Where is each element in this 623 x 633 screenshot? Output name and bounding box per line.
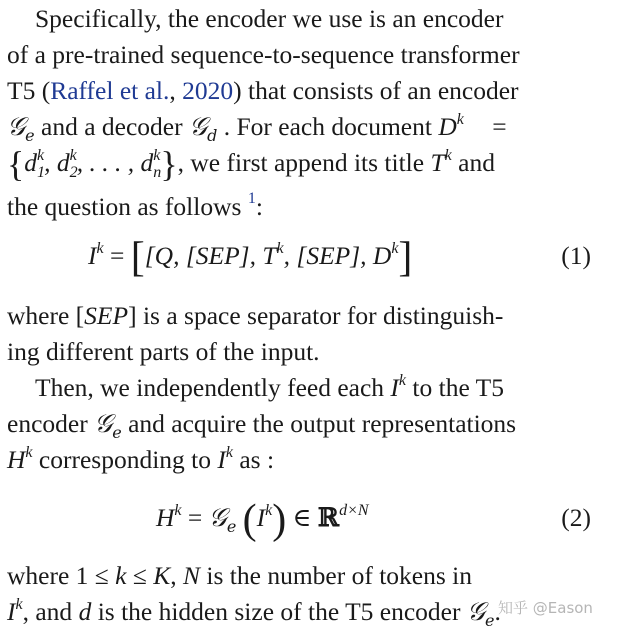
math-Ik: $I^k$ [390,372,407,402]
para1-line6 [7,184,263,222]
para1-line3 [7,76,519,106]
citation-link-year[interactable]: 2020 [182,76,234,105]
math-k-range: 1 ≤ k ≤ K, N [75,561,201,590]
equation-1-body: $I^k = [[Q$, [SEP], $T^k$, [SEP], $D^k$] [88,235,413,281]
footnote-link[interactable]: 1 [247,190,256,207]
text: is the number of tokens in [206,561,472,590]
text: of a pre-trained sequence-to-sequence transformer [7,40,520,69]
text: to the T5 [412,373,505,402]
para2-line1 [7,301,503,331]
para2-line2 [7,337,320,367]
text: as : [239,445,275,474]
text: corresponding to [38,445,211,474]
math-SEP: [SEP] [75,301,137,330]
equation-1-number: (1) [561,241,591,270]
para1-line2 [7,40,520,70]
para4-line1 [7,561,472,591]
math-Ge: 𝒢$_e$ [7,112,35,145]
equation-1 [88,235,413,281]
math-Ik: $I^k$ [7,596,23,626]
text: where [7,301,70,330]
math-Ik: $I^k$ [217,444,233,474]
math-Dk: $D^k$ [438,111,464,141]
math-Gd: 𝒢$_d$ [188,112,218,145]
math-d: d [78,597,92,626]
text: : [255,192,263,221]
para1-line5 [7,144,495,184]
text: the question as follows [7,192,242,221]
math-Tk: $T^k$ [430,147,452,177]
text: and a decoder [41,112,183,141]
text: and acquire the output representations [128,409,517,438]
math-Ge: 𝒢$_e$ [94,409,122,442]
text: ing different parts of the input. [7,337,320,366]
para3-line1 [35,373,504,403]
equation-2-number: (2) [561,503,591,532]
para1-line1 [35,4,503,34]
text: ) that consists of an encoder [233,76,519,105]
text: , [169,76,183,105]
para4-line2 [7,596,501,630]
math-document-set: {$d_1^k$, $d_2^k$, . . . , $d_n^k$} [7,144,178,184]
text: Specifically, the encoder we use is an encoder [35,4,504,33]
equation-2-body: $H^k$ = 𝒢$_e$ $(I^k)$ ∈ ℝ$^{d\times N}$ [156,497,369,543]
text: . [494,597,501,626]
text: where [7,561,70,590]
text: T5 ( [7,76,51,105]
zhihu-watermark: 知乎 @Eason [498,599,593,617]
math-Ge: 𝒢$_e$ [466,597,495,630]
text: . For each document [223,112,432,141]
text: , we first append its title [177,148,425,177]
text: , and [22,597,73,626]
math-equals: = [492,112,507,141]
equation-2 [156,497,369,543]
text: encoder [7,409,88,438]
para3-line3 [7,445,274,475]
para3-line2 [7,409,517,442]
para1-line4 [7,111,507,145]
citation-link-author[interactable]: Raffel et al. [50,76,170,105]
text: is the hidden size of the T5 encoder [97,597,461,626]
text: Then, we independently feed each [35,373,385,402]
text: is a space separator for distinguish- [142,301,504,330]
math-Hk: $H^k$ [7,444,33,474]
text: and [458,148,495,177]
